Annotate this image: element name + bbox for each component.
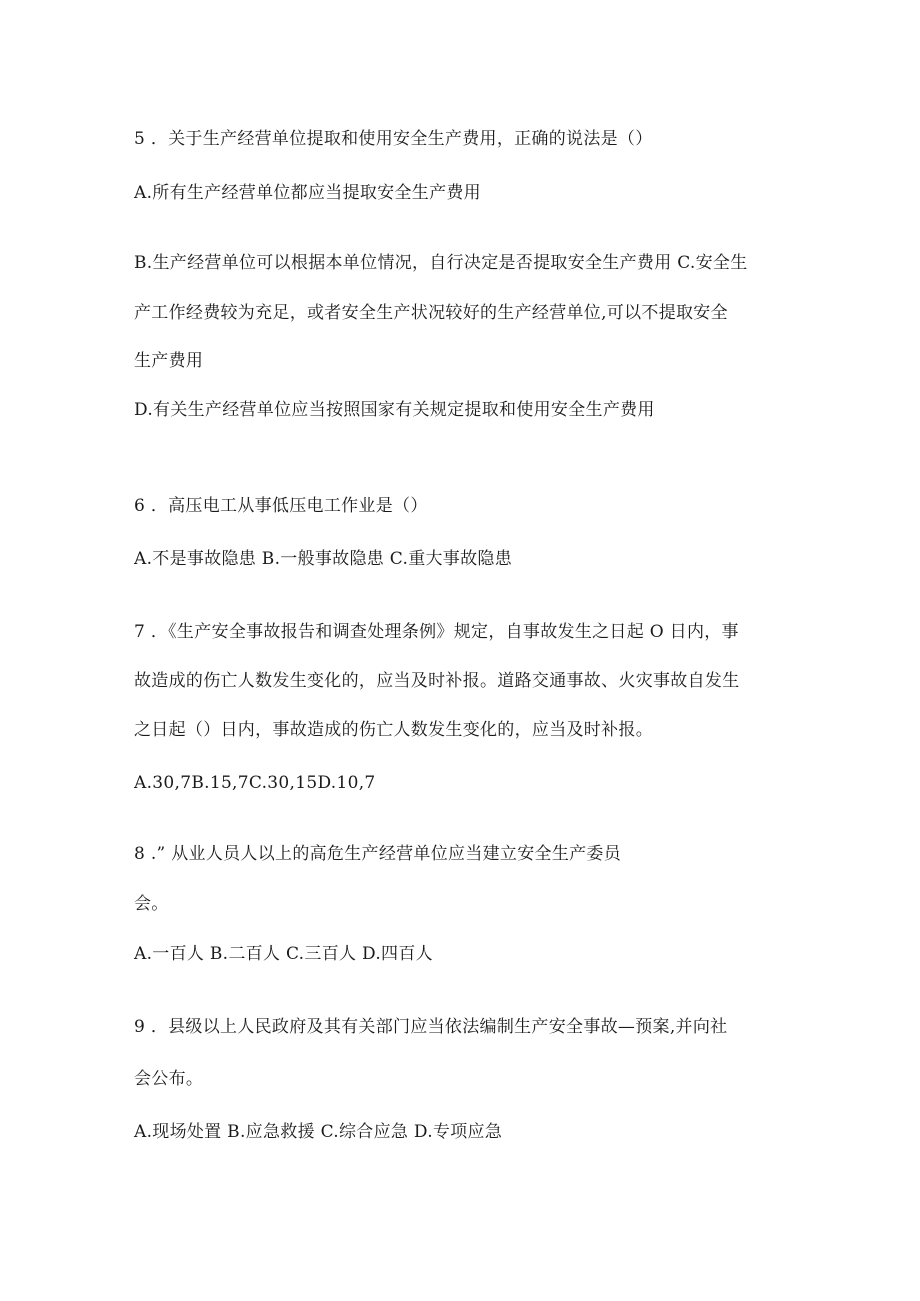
- question-7-stem-line3: 之日起（）日内，事故造成的伤亡人数发生变化的，应当及时补报。: [134, 720, 653, 740]
- question-5-option-bc-line1: B.生产经营单位可以根据本单位情况，自行决定是否提取安全生产费用 C.安全生: [134, 253, 748, 273]
- question-5-option-a: A.所有生产经营单位都应当提取安全生产费用: [134, 183, 481, 203]
- question-9-stem-line2: 会公布。: [134, 1069, 204, 1089]
- question-5-option-bc-line3: 生产费用: [134, 351, 204, 371]
- question-8-options: A.一百人 B.二百人 C.三百人 D.四百人: [134, 944, 433, 964]
- question-7-stem-line2: 故造成的伤亡人数发生变化的，应当及时补报。道路交通事故、火灾事故自发生: [134, 671, 740, 691]
- question-5-stem: 5 ．关于生产经营单位提取和使用安全生产费用，正确的说法是（）: [134, 129, 653, 149]
- question-9-options: A.现场处置 B.应急救援 C.综合应急 D.专项应急: [134, 1122, 503, 1142]
- question-8-stem-line1: 8 .” 从业人员人以上的高危生产经营单位应当建立安全生产委员: [134, 844, 622, 864]
- question-8-stem-line2: 会。: [134, 894, 169, 914]
- question-7-stem-line1: 7 ．《生产安全事故报告和调查处理条例》规定，自事故发生之日起 O 日内，事: [134, 622, 739, 642]
- question-6-stem: 6 ．高压电工从事低压电工作业是（）: [134, 496, 428, 516]
- question-5-option-d: D.有关生产经营单位应当按照国家有关规定提取和使用安全生产费用: [134, 400, 655, 420]
- question-9-stem-line1: 9 ．县级以上人民政府及其有关部门应当依法编制生产安全事故—预案,并向社: [134, 1017, 728, 1037]
- question-5-option-bc-line2: 产工作经费较为充足，或者安全生产状况较好的生产经营单位,可以不提取安全: [134, 303, 728, 323]
- question-6-options: A.不是事故隐患 B.一般事故隐患 C.重大事故隐患: [134, 549, 512, 569]
- question-7-options: A.30,7B.15,7C.30,15D.10,7: [134, 773, 376, 793]
